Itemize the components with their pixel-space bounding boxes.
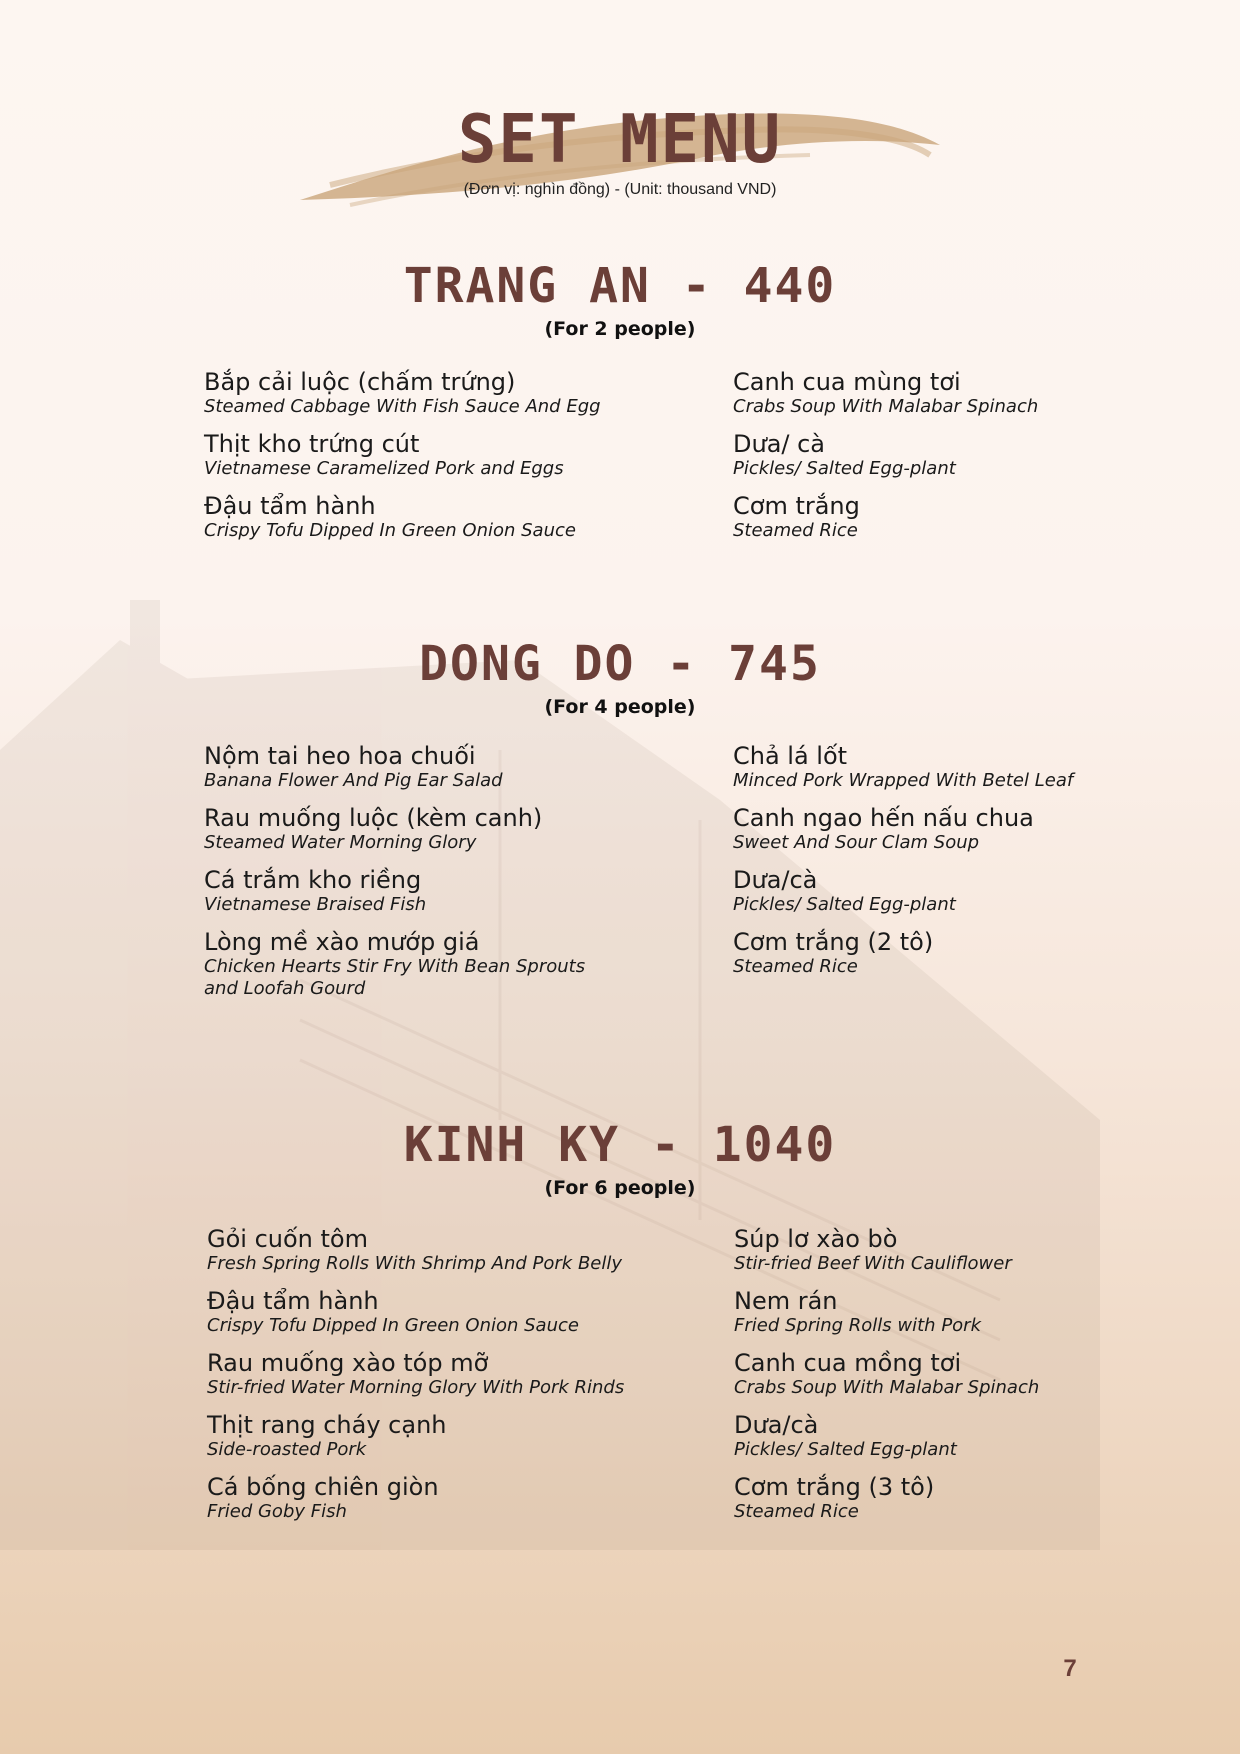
dish-item xyxy=(207,1349,624,1399)
dish-name-en: Steamed Rice xyxy=(734,1501,859,1522)
dish-item xyxy=(204,928,585,1000)
dish-name-en: Crispy Tofu Dipped In Green Onion Sauce xyxy=(204,520,576,541)
dish-item xyxy=(204,804,585,854)
dish-item xyxy=(207,1473,624,1523)
dish-item xyxy=(734,1473,1039,1523)
dish-item xyxy=(204,866,585,916)
dish-name-en: Stir-fried Beef With Cauliflower xyxy=(734,1253,1012,1274)
dish-item xyxy=(733,430,1038,480)
set-menu-dong-do xyxy=(0,636,1240,999)
dish-name-vn: Rau muống luộc (kèm canh) xyxy=(204,804,543,832)
dish-name-vn: Canh ngao hến nấu chua xyxy=(733,804,1034,832)
dish-name-en: Steamed Rice xyxy=(733,520,858,541)
dish-column-left xyxy=(204,742,585,1012)
dish-item xyxy=(734,1287,1039,1337)
dish-column-right xyxy=(734,1225,1039,1535)
dish-name-en: Steamed Cabbage With Fish Sauce And Egg xyxy=(204,396,601,417)
dish-item xyxy=(204,492,601,542)
dish-item xyxy=(733,866,1073,916)
set-title: TRANG AN - 440 xyxy=(403,258,837,314)
dish-name-vn: Canh cua mồng tơi xyxy=(734,1349,962,1377)
dish-name-en: Chicken Hearts Stir Fry With Bean Sprouts xyxy=(204,956,586,977)
dish-name-en-continued: and Loofah Gourd xyxy=(204,978,366,999)
dish-column-left xyxy=(204,368,601,554)
dish-name-vn: Dưa/ cà xyxy=(733,430,826,458)
dish-name-vn: Chả lá lốt xyxy=(733,742,848,770)
dish-column-left xyxy=(207,1225,624,1535)
dish-name-vn: Cá trắm kho riềng xyxy=(204,866,422,894)
dish-item xyxy=(207,1287,624,1337)
dish-name-vn: Nộm tai heo hoa chuối xyxy=(204,742,476,770)
dish-name-vn: Bắp cải luộc (chấm trứng) xyxy=(204,368,516,396)
dish-name-vn: Thịt rang cháy cạnh xyxy=(207,1411,447,1439)
dish-name-vn: Dưa/cà xyxy=(733,866,818,894)
dish-item xyxy=(204,430,601,480)
dish-item xyxy=(734,1225,1039,1275)
dish-name-vn: Lòng mề xào mướp giá xyxy=(204,928,480,956)
menu-header xyxy=(0,95,1240,215)
dish-name-vn: Cơm trắng (3 tô) xyxy=(734,1473,935,1501)
dish-name-en: Vietnamese Braised Fish xyxy=(204,894,427,915)
dish-name-en: Sweet And Sour Clam Soup xyxy=(733,832,980,853)
dish-item xyxy=(204,368,601,418)
dish-name-en: Minced Pork Wrapped With Betel Leaf xyxy=(733,770,1074,791)
dish-name-vn: Đậu tẩm hành xyxy=(207,1287,379,1315)
dish-item xyxy=(733,928,1073,978)
dish-item xyxy=(733,492,1038,542)
dish-name-vn: Nem rán xyxy=(734,1287,838,1315)
dish-item xyxy=(207,1225,624,1275)
dish-name-vn: Rau muống xào tóp mỡ xyxy=(207,1349,489,1377)
set-title: DONG DO - 745 xyxy=(419,636,821,692)
dish-name-en: Steamed Water Morning Glory xyxy=(204,832,477,853)
dish-item xyxy=(207,1411,624,1461)
page-title: SET MENU xyxy=(457,101,783,179)
dish-name-en: Vietnamese Caramelized Pork and Eggs xyxy=(204,458,564,479)
dish-item xyxy=(733,804,1073,854)
dish-name-en: Crabs Soup With Malabar Spinach xyxy=(733,396,1039,417)
dish-name-vn: Cơm trắng (2 tô) xyxy=(733,928,934,956)
dish-name-en: Pickles/ Salted Egg-plant xyxy=(733,894,956,915)
dish-name-vn: Đậu tẩm hành xyxy=(204,492,376,520)
set-people: (For 2 people) xyxy=(544,318,696,340)
dish-name-en: Crispy Tofu Dipped In Green Onion Sauce xyxy=(207,1315,579,1336)
dish-name-en: Pickles/ Salted Egg-plant xyxy=(734,1439,957,1460)
dish-item xyxy=(733,368,1038,418)
page-number: 7 xyxy=(1063,1655,1077,1682)
dish-name-en: Fresh Spring Rolls With Shrimp And Pork Belly xyxy=(207,1253,623,1274)
set-people: (For 6 people) xyxy=(544,1177,696,1199)
dish-name-vn: Canh cua mùng tơi xyxy=(733,368,961,396)
dish-name-en: Pickles/ Salted Egg-plant xyxy=(733,458,956,479)
set-people: (For 4 people) xyxy=(544,696,696,718)
unit-note: (Đơn vị: nghìn đồng) - (Unit: thousand VND) xyxy=(463,181,777,198)
set-menu-trang-an xyxy=(0,258,1240,541)
dish-name-en: Stir-fried Water Morning Glory With Pork Rinds xyxy=(207,1377,625,1398)
dish-name-en: Crabs Soup With Malabar Spinach xyxy=(734,1377,1040,1398)
dish-column-right xyxy=(733,368,1038,554)
dish-name-en: Banana Flower And Pig Ear Salad xyxy=(204,770,503,791)
dish-name-en: Side-roasted Pork xyxy=(207,1439,367,1460)
set-menu-kinh-ky xyxy=(0,1117,1240,1522)
dish-name-vn: Gỏi cuốn tôm xyxy=(207,1225,368,1253)
dish-name-vn: Cá bống chiên giòn xyxy=(207,1473,439,1501)
dish-name-vn: Thịt kho trứng cút xyxy=(204,430,420,458)
dish-name-en: Fried Goby Fish xyxy=(207,1501,347,1522)
dish-name-en: Steamed Rice xyxy=(733,956,858,977)
dish-item xyxy=(204,742,585,792)
dish-name-en: Fried Spring Rolls with Pork xyxy=(734,1315,982,1336)
dish-name-vn: Súp lơ xào bò xyxy=(734,1225,898,1253)
dish-item xyxy=(734,1349,1039,1399)
dish-name-vn: Dưa/cà xyxy=(734,1411,819,1439)
dish-item xyxy=(733,742,1073,792)
set-title: KINH KY - 1040 xyxy=(403,1117,837,1173)
dish-name-vn: Cơm trắng xyxy=(733,492,860,520)
dish-item xyxy=(734,1411,1039,1461)
dish-column-right xyxy=(733,742,1073,990)
